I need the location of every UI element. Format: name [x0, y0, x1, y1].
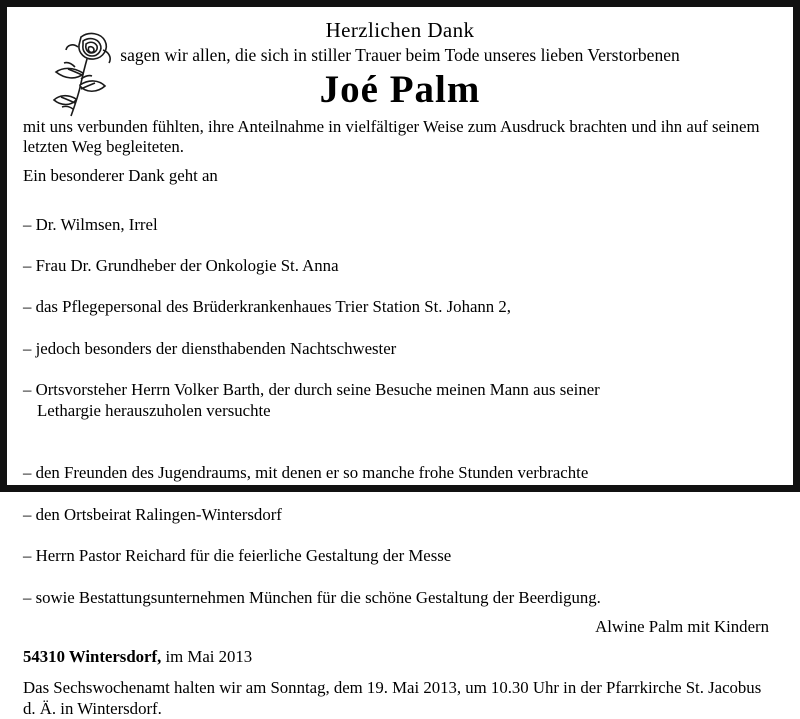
- list-item: [23, 277, 777, 318]
- notice-header: [23, 19, 777, 111]
- list-item: [23, 318, 777, 359]
- deceased-name: Joé Palm: [319, 68, 481, 112]
- list-item-text: – sowie Bestattungsunternehmen München für die schöne Gestaltung der Beerdigung.: [23, 587, 601, 607]
- postcode-place: 54310 Wintersdorf,: [23, 647, 162, 667]
- list-item-text: – Dr. Wilmsen, Irrel: [23, 214, 158, 234]
- thanks-subtitle: sagen wir allen, die sich in stiller Trauer beim Tode unseres lieben Verstorbenen: [120, 45, 680, 66]
- intro-paragraph: mit uns verbunden fühlten, ihre Anteilnahme in vielfältiger Weise zum Ausdruck brachten und ihn auf seinem letzten Weg begleiteten.: [23, 117, 760, 156]
- list-item-continuation: Lethargie herauszuholen versuchte: [37, 401, 271, 421]
- list-item-text: – Herrn Pastor Reichard für die feierliche Gestaltung der Messe: [23, 546, 452, 566]
- list-item: [23, 194, 777, 235]
- list-item-text: – Ortsvorsteher Herrn Volker Barth, der durch seine Besuche meinen Mann aus seiner: [23, 380, 600, 400]
- thanks-title: Herzlichen Dank: [325, 18, 475, 42]
- date-text: im Mai 2013: [161, 647, 253, 667]
- list-item-text: – den Ortsbeirat Ralingen-Wintersdorf: [23, 504, 282, 524]
- special-thanks-heading: Ein besonderer Dank geht an: [23, 165, 218, 185]
- list-item-text: – Frau Dr. Grundheber der Onkologie St. Anna: [23, 255, 339, 275]
- memorial-service-note: Das Sechswochenamt halten wir am Sonntag, dem 19. Mai 2013, um 10.30 Uhr in der Pfarrkirche St. Jacobus d. Ä. in Wintersdorf.: [23, 678, 762, 718]
- place-date-line: [23, 647, 777, 667]
- list-item: [23, 360, 777, 443]
- list-item-text: – das Pflegepersonal des Brüderkrankenhaues Trier Station St. Johann 2,: [23, 297, 511, 317]
- list-item: [23, 567, 777, 608]
- list-item: [23, 443, 777, 484]
- list-item: [23, 484, 777, 525]
- list-item: [23, 526, 777, 567]
- list-item-text: – jedoch besonders der diensthabenden Nachtschwester: [23, 338, 397, 358]
- rose-illustration-icon: [23, 17, 123, 127]
- list-item-text: – den Freunden des Jugendraums, mit denen er so manche frohe Stunden verbrachte: [23, 463, 589, 483]
- list-item: [23, 235, 777, 276]
- signature: Alwine Palm mit Kindern: [595, 617, 769, 637]
- thanks-list: [23, 194, 777, 609]
